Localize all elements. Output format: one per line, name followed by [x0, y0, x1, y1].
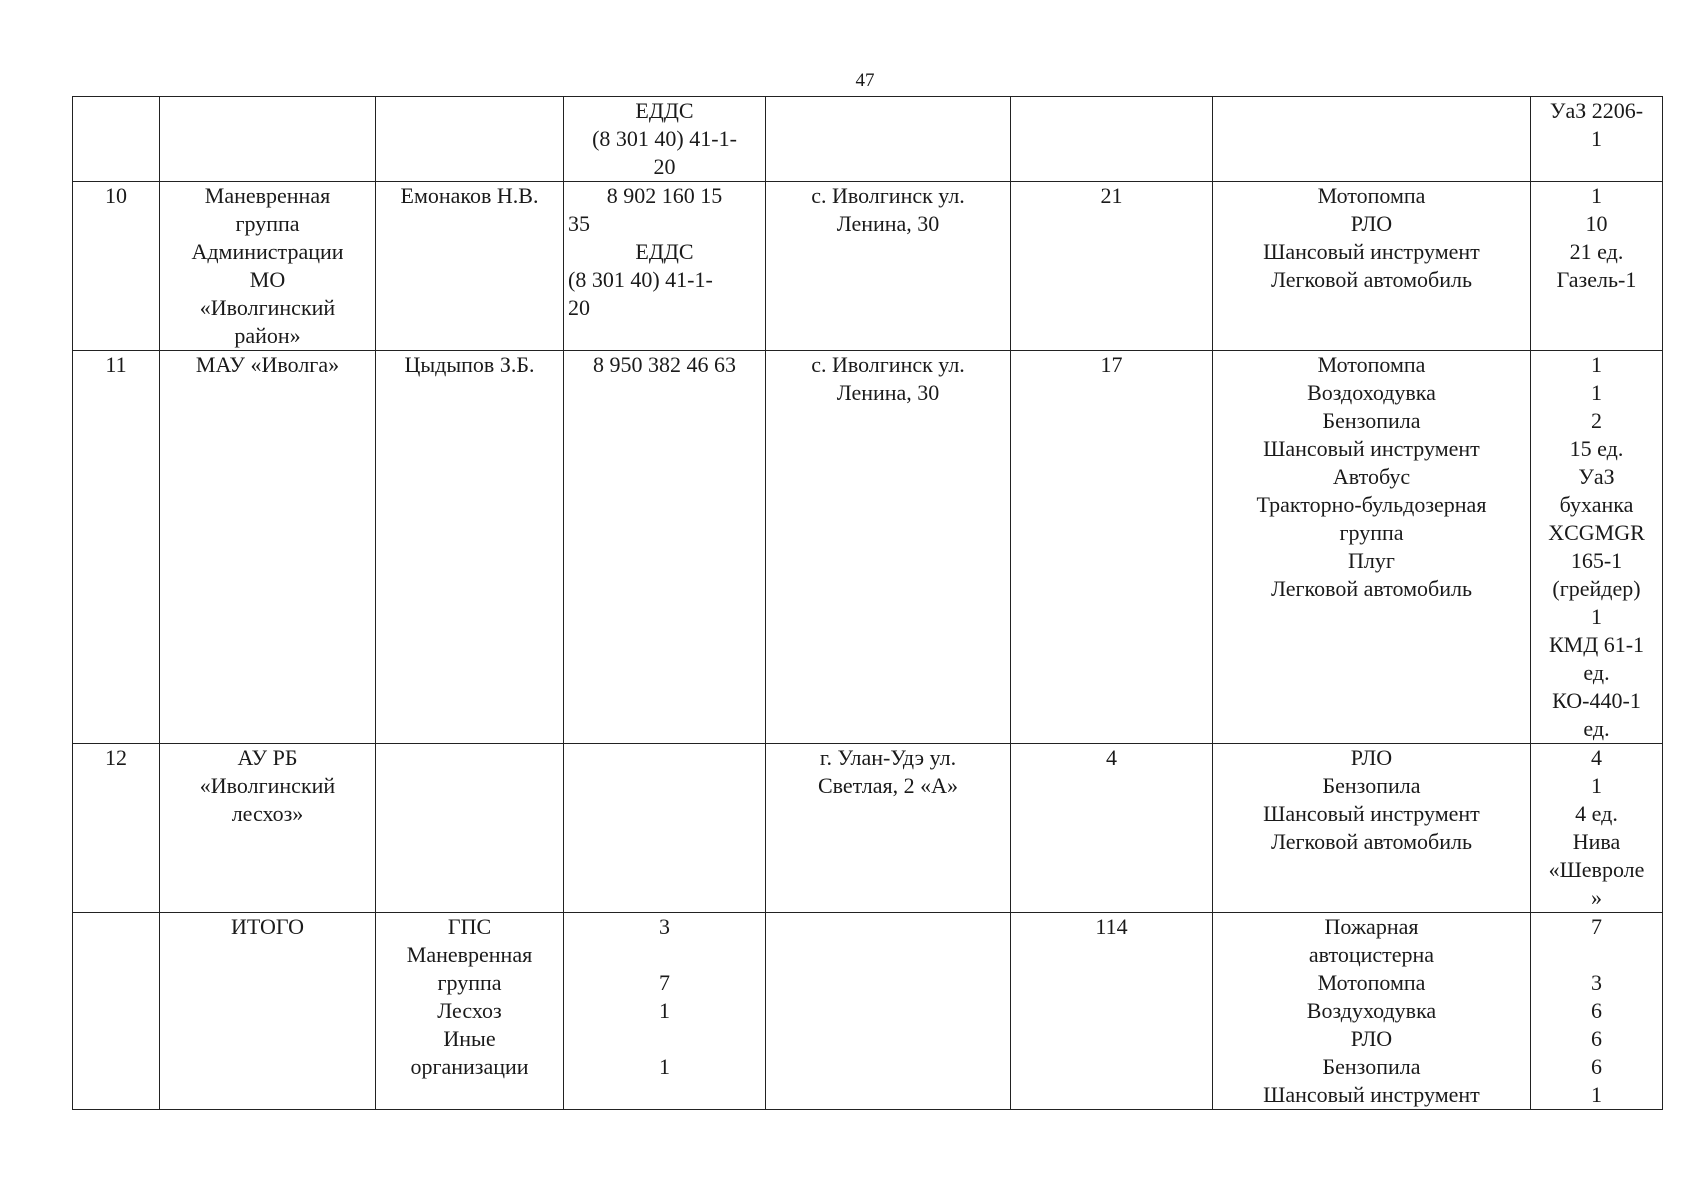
- cell-head: [376, 913, 564, 1110]
- cell-quantity: [1531, 351, 1663, 744]
- cell-line: Тракторно-бульдозерная: [1256, 492, 1487, 517]
- cell-line: Нива: [1572, 829, 1621, 854]
- cell-number: [73, 913, 160, 1110]
- cell-line: »: [1591, 885, 1602, 910]
- cell-line: 4: [1591, 745, 1602, 770]
- cell-line: группа: [235, 211, 300, 236]
- cell-line: 8 902 160 15: [606, 183, 723, 208]
- cell-line: 6: [1591, 998, 1602, 1023]
- cell-staff-count: 114: [1011, 913, 1213, 1110]
- cell-line: 165-1: [1570, 548, 1623, 573]
- cell-line: РЛО: [1350, 211, 1393, 236]
- cell-line: Емонаков Н.В.: [400, 183, 539, 208]
- cell-line: Газель-1: [1556, 267, 1637, 292]
- cell-address: [766, 351, 1011, 744]
- cell-line: XCGMGR: [1548, 520, 1645, 545]
- cell-line: 35: [568, 211, 590, 236]
- cell-line: МАУ «Иволга»: [195, 352, 340, 377]
- cell-line: (8 301 40) 41-1-: [592, 126, 737, 151]
- cell-line: Бензопила: [1322, 1054, 1421, 1079]
- cell-line: КМД 61-1: [1548, 632, 1645, 657]
- cell-line: Шансовый инструмент: [1263, 239, 1480, 264]
- cell-line: лесхоз»: [231, 801, 304, 826]
- cell-equipment: [1213, 351, 1531, 744]
- cell-line: Плуг: [1348, 548, 1395, 573]
- cell-line: группа: [1339, 520, 1404, 545]
- cell-line: буханка: [1559, 492, 1634, 517]
- cell-line: Воздуходувка: [1306, 998, 1437, 1023]
- cell-line: 15 ед.: [1569, 436, 1624, 461]
- cell-line: Маневренная: [406, 942, 533, 967]
- cell-line: Мотопомпа: [1317, 183, 1426, 208]
- cell-line: с. Иволгинск ул.: [811, 183, 965, 208]
- cell-address: [766, 97, 1011, 182]
- cell-line: 20: [653, 154, 676, 179]
- cell-line: Цыдыпов З.Б.: [404, 352, 535, 377]
- cell-line: 8 950 382 46 63: [593, 352, 736, 377]
- cell-line: 1: [1591, 604, 1602, 629]
- table-row: [73, 182, 1663, 351]
- cell-line: г. Улан-Удэ ул.: [819, 745, 957, 770]
- cell-line: Пожарная: [1324, 914, 1419, 939]
- cell-organization: [160, 182, 376, 351]
- cell-number: 10: [73, 182, 160, 351]
- page-number: 47: [855, 70, 875, 91]
- cell-line: Светлая, 2 «А»: [817, 773, 958, 798]
- cell-line: 6: [1591, 1026, 1602, 1051]
- cell-line: Шансовый инструмент: [1263, 436, 1480, 461]
- cell-line: 1: [659, 998, 670, 1023]
- cell-line: [568, 1025, 761, 1053]
- cell-line: район»: [234, 323, 301, 348]
- cell-line: 10: [1585, 211, 1608, 236]
- table-row: [73, 351, 1663, 744]
- cell-line: ЕДДС: [635, 239, 694, 264]
- cell-quantity: [1531, 744, 1663, 913]
- cell-organization: [160, 97, 376, 182]
- cell-number: 12: [73, 744, 160, 913]
- cell-line: 7: [1591, 914, 1602, 939]
- cell-line: РЛО: [1350, 1026, 1393, 1051]
- cell-head: [376, 97, 564, 182]
- cell-number: 11: [73, 351, 160, 744]
- cell-staff-count: 21: [1011, 182, 1213, 351]
- cell-line: Мотопомпа: [1317, 352, 1426, 377]
- cell-organization: [160, 351, 376, 744]
- cell-line: Автобус: [1332, 464, 1411, 489]
- cell-address: [766, 913, 1011, 1110]
- cell-equipment: [1213, 97, 1531, 182]
- cell-line: КО-440-1: [1552, 688, 1641, 713]
- table-body: [73, 97, 1663, 1110]
- cell-line: Воздоходувка: [1307, 380, 1436, 405]
- cell-line: (грейдер): [1552, 576, 1641, 601]
- cell-line: Маневренная: [204, 183, 331, 208]
- cell-line: УаЗ 2206-: [1549, 98, 1644, 123]
- cell-line: автоцистерна: [1308, 942, 1435, 967]
- cell-phone: [564, 744, 766, 913]
- cell-head: [376, 182, 564, 351]
- cell-line: «Иволгинский: [199, 295, 336, 320]
- cell-line: организации: [410, 1054, 529, 1079]
- table-row: [73, 744, 1663, 913]
- cell-staff-count: 4: [1011, 744, 1213, 913]
- cell-line: Легковой автомобиль: [1270, 829, 1473, 854]
- cell-line: 3: [659, 914, 670, 939]
- cell-equipment: [1213, 913, 1531, 1110]
- cell-number: [73, 97, 160, 182]
- cell-line: ЕДДС: [635, 98, 694, 123]
- cell-line: 7: [659, 970, 670, 995]
- cell-line: РЛО: [1350, 745, 1393, 770]
- cell-line: ИТОГО: [231, 914, 304, 939]
- cell-line: 20: [568, 295, 590, 320]
- cell-line: АУ РБ: [237, 745, 298, 770]
- cell-line: 1: [659, 1054, 670, 1079]
- cell-line: Шансовый инструмент: [1263, 801, 1480, 826]
- cell-line: 6: [1591, 1054, 1602, 1079]
- cell-line: Администрации: [191, 239, 344, 264]
- cell-organization: [160, 913, 376, 1110]
- cell-line: 1: [1591, 1082, 1602, 1107]
- cell-line: Шансовый инструмент: [1263, 1082, 1480, 1107]
- cell-address: [766, 744, 1011, 913]
- cell-phone: [564, 351, 766, 744]
- cell-phone: [564, 913, 766, 1110]
- cell-organization: [160, 744, 376, 913]
- cell-line: Ленина, 30: [836, 380, 940, 405]
- cell-line: Легковой автомобиль: [1270, 267, 1473, 292]
- cell-line: «Шевроле: [1548, 857, 1645, 882]
- cell-equipment: [1213, 182, 1531, 351]
- cell-equipment: [1213, 744, 1531, 913]
- cell-line: 4 ед.: [1575, 801, 1618, 826]
- cell-head: [376, 351, 564, 744]
- cell-line: 3: [1591, 970, 1602, 995]
- cell-line: Ленина, 30: [836, 211, 940, 236]
- cell-line: Иные: [443, 1026, 496, 1051]
- cell-phone: [564, 182, 766, 351]
- cell-line: ед.: [1583, 660, 1610, 685]
- cell-line: Мотопомпа: [1317, 970, 1426, 995]
- cell-line: ед.: [1583, 716, 1610, 741]
- cell-line: (8 301 40) 41-1-: [568, 267, 713, 292]
- cell-line: 1: [1591, 183, 1602, 208]
- cell-line: 1: [1591, 773, 1602, 798]
- cell-quantity: [1531, 97, 1663, 182]
- cell-line: [568, 941, 761, 969]
- cell-line: ГПС: [447, 914, 492, 939]
- table-row: [73, 913, 1663, 1110]
- cell-line: Легковой автомобиль: [1270, 576, 1473, 601]
- cell-line: Бензопила: [1322, 773, 1421, 798]
- table-row: [73, 97, 1663, 182]
- cell-staff-count: [1011, 97, 1213, 182]
- cell-line: Бензопила: [1322, 408, 1421, 433]
- cell-line: группа: [437, 970, 502, 995]
- cell-phone: [564, 97, 766, 182]
- cell-quantity: [1531, 913, 1663, 1110]
- cell-line: МО: [249, 267, 286, 292]
- cell-line: Лесхоз: [437, 998, 502, 1023]
- cell-line: с. Иволгинск ул.: [811, 352, 965, 377]
- cell-line: 21 ед.: [1569, 239, 1624, 264]
- cell-line: 2: [1591, 408, 1602, 433]
- cell-quantity: [1531, 182, 1663, 351]
- cell-address: [766, 182, 1011, 351]
- cell-line: УаЗ: [1578, 464, 1615, 489]
- cell-line: [1535, 941, 1658, 969]
- cell-line: 1: [1591, 352, 1602, 377]
- cell-staff-count: 17: [1011, 351, 1213, 744]
- cell-head: [376, 744, 564, 913]
- cell-line: 1: [1591, 126, 1602, 151]
- cell-line: 1: [1591, 380, 1602, 405]
- resources-table: [72, 96, 1663, 1110]
- cell-line: «Иволгинский: [199, 773, 336, 798]
